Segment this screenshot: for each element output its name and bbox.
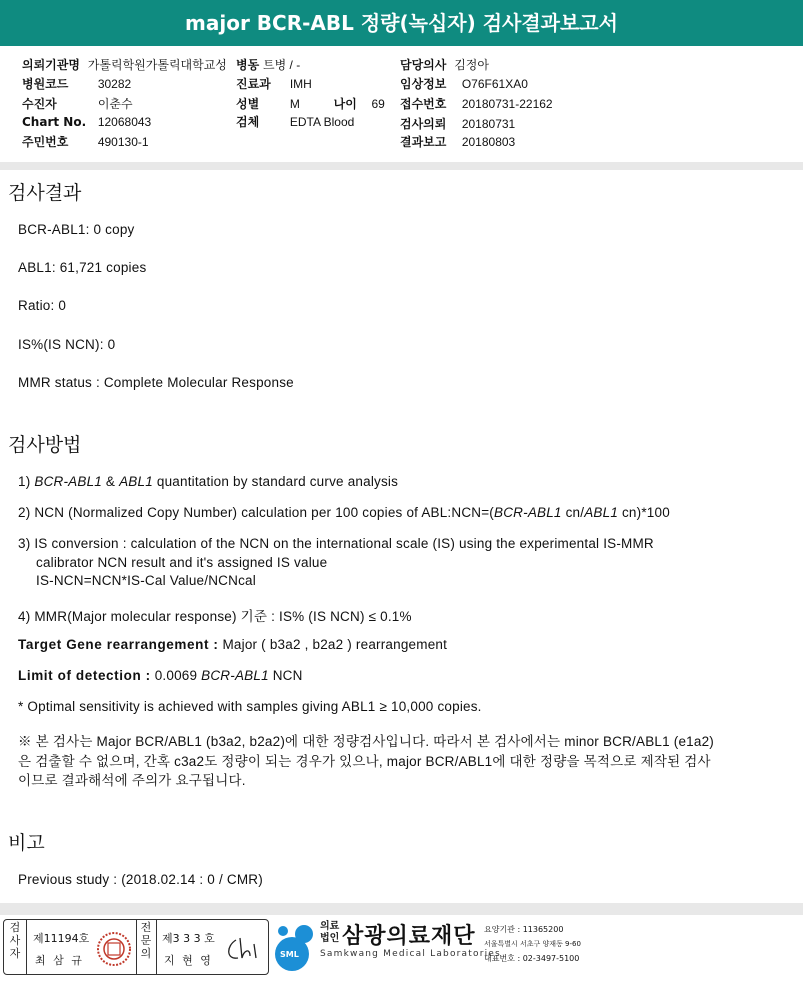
method-1: 1) BCR-ABL1 & ABL1 quantitation by standard curve analysis — [18, 474, 399, 489]
method-4: 4) MMR(Major molecular response) 기준 : IS% (IS NCN) ≤ 0.1% — [18, 609, 412, 624]
caution-note-line-2: 은 검출할 수 없으며, 간혹 c3a2도 정량이 되는 경우가 있으나, major BCR/ABL1에 대한 정량을 목적으로 제작된 검사 — [18, 754, 711, 769]
sex-label: 성별 — [236, 97, 260, 111]
resident-id-value: 490130-1 — [97, 135, 149, 149]
request-date-value: 20180731 — [461, 117, 516, 131]
method-3-line-2: calibrator NCN result and it's assigned IS value — [36, 555, 328, 570]
hospital-code-label: 병원코드 — [22, 77, 69, 91]
report-date-label: 결과보고 — [400, 135, 447, 149]
org-type-1: 의료 — [320, 921, 340, 932]
target-gene-line — [18, 637, 447, 652]
request-date-label: 검사의뢰 — [400, 117, 447, 131]
receipt-label: 접수번호 — [400, 97, 447, 111]
is-result: IS%(IS NCN): 0 — [18, 337, 116, 352]
sensitivity-note: * Optimal sensitivity is achieved with samples giving ABL1 ≥ 10,000 copies. — [18, 699, 482, 714]
target-gene-value: Major ( b3a2 , b2a2 ) rearrangement — [218, 637, 448, 652]
methods-title: 검사방법 — [8, 434, 82, 456]
caution-note-line-3: 이므로 결과해석에 주의가 요구됩니다. — [18, 773, 246, 788]
doctor-label: 담당의사 — [400, 58, 447, 72]
patient-info-panel — [0, 46, 803, 162]
ward-value: 트병 / - — [263, 58, 301, 72]
clinical-info-label: 임상정보 — [400, 77, 447, 91]
chart-no-value: 12068043 — [97, 115, 152, 129]
org-phone: 대표번호 : 02-3497-5100 — [484, 954, 580, 963]
specialist-name: 지 현 영 — [164, 954, 213, 967]
specimen-label: 검체 — [236, 115, 260, 129]
target-gene-label: Target Gene rearrangement : — [18, 637, 219, 652]
clinical-info-value: O76F61XA0 — [461, 77, 528, 91]
report-title: major BCR-ABL 정량(녹십자) 검사결과보고서 — [0, 0, 803, 46]
mmr-status-result: MMR status : Complete Molecular Response — [18, 375, 294, 390]
footer-divider-band — [0, 903, 803, 915]
lod-label: Limit of detection : — [18, 668, 151, 683]
ward-label: 병동 — [236, 58, 260, 72]
receipt-value: 20180731-22162 — [461, 97, 553, 111]
specialist-signature-icon — [224, 932, 264, 966]
logo-badge: SML — [280, 950, 299, 959]
signature-box: 검 사 자 제11194호 최 삼 규 전 문 의 제3 3 3 호 지 현 영 — [3, 919, 269, 975]
examiner-name: 최 삼 규 — [35, 954, 84, 967]
examiner-seal-icon — [94, 930, 134, 968]
ratio-result: Ratio: 0 — [18, 298, 67, 313]
method-3-line-3: IS-NCN=NCN*IS-Cal Value/NCNcal — [36, 573, 256, 588]
sex-value: M — [289, 97, 300, 111]
chart-no-label: Chart No. — [22, 115, 87, 129]
method-2: 2) NCN (Normalized Copy Number) calculation per 100 copies of ABL:NCN=(BCR-ABL1 cn/ABL1 cn)*100 — [18, 505, 670, 520]
method-3-line-1: 3) IS conversion : calculation of the NCN on the international scale (IS) using the experimental IS-MMR — [18, 536, 654, 551]
dept-label: 진료과 — [236, 77, 271, 91]
specimen-value: EDTA Blood — [289, 115, 355, 129]
care-institution-no: 요양기관 : 11365200 — [484, 925, 564, 934]
resident-id-label: 주민번호 — [22, 135, 69, 149]
org-name-ko: 삼광의료재단 — [342, 924, 476, 949]
specialist-license-no: 제3 3 3 호 — [162, 932, 215, 945]
limit-of-detection-line: Limit of detection : 0.0069 BCR-ABL1 NCN — [18, 668, 303, 683]
org-name-en: Samkwang Medical Laboratories — [320, 949, 501, 959]
dept-value: IMH — [289, 77, 312, 91]
bcr-abl1-result: BCR-ABL1: 0 copy — [18, 222, 135, 237]
org-address: 서울특별시 서초구 양재동 9-60 — [484, 940, 581, 948]
sml-logo-icon — [270, 921, 320, 973]
previous-study-note: Previous study : (2018.02.14 : 0 / CMR) — [18, 872, 263, 887]
institution-label: 의뢰기관명 — [22, 58, 80, 72]
divider-band — [0, 162, 803, 170]
age-value: 69 — [371, 97, 385, 111]
patient-label: 수진자 — [22, 97, 57, 111]
org-type-2: 법인 — [320, 933, 340, 944]
abl1-result: ABL1: 61,721 copies — [18, 260, 147, 275]
examiner-license-no: 제11194호 — [33, 932, 90, 945]
footer — [0, 915, 803, 984]
patient-value: 이춘수 — [97, 97, 133, 111]
hospital-code-value: 30282 — [97, 77, 132, 91]
age-label: 나이 — [333, 97, 357, 111]
results-title: 검사결과 — [8, 182, 82, 204]
doctor-value: 김정아 — [454, 58, 489, 72]
caution-note-line-1: ※ 본 검사는 Major BCR/ABL1 (b3a2, b2a2)에 대한 정량검사입니다. 따라서 본 검사에서는 minor BCR/ABL1 (e1a2) — [18, 734, 715, 749]
institution-value: 가톨릭학원가톨릭대학교성 — [87, 58, 227, 72]
report-date-value: 20180803 — [461, 135, 516, 149]
remarks-title: 비고 — [8, 832, 45, 854]
